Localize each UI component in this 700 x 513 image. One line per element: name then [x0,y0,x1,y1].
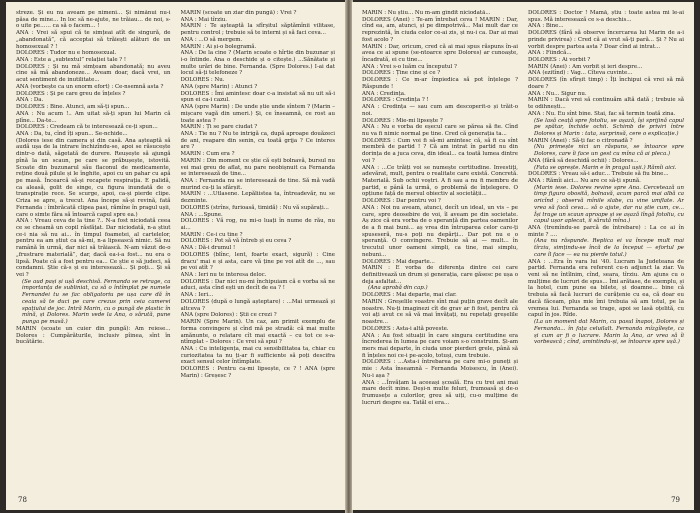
dialogue-paragraph: DOLORES : Vă rog, nu mi-o luați în nume de rău, nu ai... [180,218,335,231]
stage-direction: (Se aud pași și ușă deschisă. Fernanda se retrage, ca importanța de subliniat, ca să o întîmplat pe numele Fernandei tu se fac obligatoriu pe ușa care dă în ceaia să te duci pe care crezus prin ceia camerei spațiului de joc. Intră Marin, cu o pungă de plastic în mînă, și Dolores. Marin vede la Ana, o sărută, pune punga pe masă.) [22,278,171,326]
dialogue-paragraph: ANA : Nu... Sigur nu. [528,90,587,97]
dialogue-paragraph: ANA : Noi nu aveam, atunci, decît un ideal, un vis – pe care, spre deosebire de voi, îl aveam pe din societate. Aș zice că era vorba de o speranță din partea oamenilor de a fi mai buni... aș vrea din întruparea celor care-ți spuseseră, nu-s poți nu depărți... Dar pot nu e o speranță. O convingere. Trebuie să ai — mult... în trecutul unor oameni simpli, ca tine, mai simplu, nebuni... [362,204,518,258]
dialogue-paragraph: DOLORES : Pentru ca-mi lipsește, ce ? ! ANA (spre Marin) : Greșesc ? [180,366,335,379]
dialogue-paragraph: DOLORES : Îmi amintesc doar c-a insistat să nu uit să-i spun ei ca-i cazul. [180,90,335,104]
dialogue-paragraph: ANA : Dă-i drumul ! [180,245,236,252]
stage-direction: (Ana nu răspunde. Replica ei va începe mult mai tîrziu, simțindu-se încă de la început — efortul pe care îl face — ea nu pierde totul.) [534,238,684,258]
dialogue-paragraph: MARIN : Nu știu... Nu m-am gîndit niciodată... [362,10,491,16]
dialogue-paragraph: MARIN (scoate un cuier din pungă): Am reiese... Dolores : Cumpărăturile, inclusiv pîinea, sînt în bucătărie. [16,325,171,346]
dialogue-paragraph: streze. Și eu nu aveam pe nimeni... Și nimănui nu-i păsa de mine... In loc să ne-ajute, ne trăiau… de noi, s-o uite pe…… ca să o facem… ! [16,10,171,30]
dialogue-paragraph: ANA : De la cine ? (Marin scoate o hîrtie din buzunar și i-o întinde. Ana o deschide și o citește.) ...Sănătate și multe urări de bine. Fernanda. (Spre Dolores.) I-ai dat locul să-ți telefoneze ? [180,50,335,77]
dialogue-paragraph: ANA (spre Marin) : De unde știe unde sîntem ? (Marin – mișcare vagă din umeri.) Și, ce înseamnă, ce rost au toate astea ? [180,104,335,124]
dialogue-paragraph: ANA : Este a „subtextul” relației tale ? ! [16,57,127,64]
dialogue-paragraph: MARIN : Cum era ? [180,151,235,158]
dialogue-paragraph: ANA : ...O să mergem. [180,36,243,43]
dialogue-paragraph: ANA : Ieri... [180,292,214,299]
dialogue-paragraph: ANA : ...Învățam la aceeași școală. Era cu trei ani mai mare decît mine. Deși-n multe feluri, frumoasă și de-o frumusețe a culorilor, greu să uiți, cu-o mulțime de lucruri despre ea. Tatăl ei era... [362,379,518,406]
dialogue-paragraph: MARIN : Ai și-o bolegramă. [180,43,257,50]
dialogue-paragraph: ANA : ...Ce trăiți voi se numește certitudine. Investiți, adevărat, mult, pentru o realitate care există. Concretă. Materială. Sub ochii voștri. A fi sau a nu fi membru de partid, e până la urmă, o problemă de înțelegere. O opțiune față de mersul obiectiv al societății... [362,164,518,198]
dialogue-paragraph: ANA : Da, tu, cînd îți spun... Se-nchide... [16,130,128,137]
dialogue-paragraph: DOLORES (blînc, lent, foarte exact, sigură) : Cine dracu' mai e și asta, care vă ține pe voi atît de ..., sau pe voi atît ? [180,251,335,272]
dialogue-paragraph: ANA (spre Dolores) : Știi ce crezi ? [180,312,277,319]
dialogue-paragraph: ANA : Tie nu ? Nu te intrigă ca, după aproape douăzeci de ani, reapare din senin, cu toată grija ? Ce interes are ? [180,130,335,151]
dialogue-paragraph: DOLORES : Pot să vă întreb și eu ceva ? [180,238,292,245]
stage-direction: (La un moment dat Marin, cu pasul înapoi, Dolores și Fernanda... în fața celuilalt. Fernanda mîzgîlește, ca și cum ar fi o lucrare. Marin la Ana, ar vrea să îi vorbească ; cînd, amintindu-și, se întoarce spre ușă.) [534,319,684,346]
dialogue-paragraph: ANA : Da. [16,97,44,104]
dialogue-paragraph: ANA : Ieri nu te interesa deloc. [180,272,267,279]
stage-direction: (Fata se oprește. Marin e în pragul ușii.) Rămîi aici. [534,164,677,171]
dialogue-paragraph: DOLORES : Cum voi fi să-mi amintesc că, să fi ca sînt membră de partid ! ? Că am intrat în partid nu din dorința de a juca ceva, din ideal... ca toată lumea dintre voi ? [362,137,518,164]
dialogue-paragraph: DOLORES : Ține cine și ce ? [362,70,441,77]
right-page-column-1 [362,10,518,488]
dialogue-paragraph: MARIN : Te așteaptă la sfîrșitul săptămînii vilitase, pentru control ; trebuie să te interni și să faci ceva... [180,23,335,37]
dialogue-paragraph: MARIN : Greșelile voastre sînt mai puțin grave decît ale noastre. Nu-ți imaginezi cît de grav ar fi fost, pentru că voi ați avut ce să vă mai învățați, nu repetați greșelile noastre... [362,298,518,326]
dialogue-paragraph: DOLORES : Dar nici nu-mi închipuiam că e vorba să ne aduci, asta cînd ești un decît de ea ? ! [180,278,335,292]
stage-direction: (Ana aprobă din cap.) [368,285,428,292]
dialogue-paragraph: ANA : Bine... [528,23,564,30]
dialogue-paragraph: DOLORES (strîns, furioasă, timidă) : Nu vă supărați... [180,204,329,211]
dialogue-paragraph: ANA : Vreau ceva de la tine ?.. N-a fost niciodată ceea ce se cheamă un copil răsfățat. Dar niciodată, n-a știut ce-i nia să nu ai... în timpul foametei, al cartelelor, pentru ea am știut ca să-mi, n-a lipsească nimic. Să nu ramână în urmă, dar nici să trăiască. N-am văzut de-o „frustrare materială”, dar, dacă ea-i-a fost... nu era o lipsă. Poate că a fost pentru ea... Ce știe e să judeci, să condamni. Știe că-s și eu interesează... Și poți... Și să vei ? [16,218,171,279]
dialogue-paragraph: ANA : ...Era în vara lui '40. Lucram la Judeteana de partid. Fernanda era referent cu-n adjunct la ziar. Va veni să ne întîlnim, cînd, seara, tîrziu. Am ajuns cu o mulțime de lucruri de spus... Îmi arătase, de exemplu, și la hotel, cum pune ea bilete, și doamne... bine că trebuia să facă lucruri de curățenie cu ea, că doar eu dacă făceam, plus mie îmi trebuia să am totul, pe la vremea lui. Fernanda se trage, apoi se lasă oțelită, cu capul în jos. Rîde. [528,258,684,319]
dialogue-paragraph: MARIN : E vorba de diferența dintre cei care definitivează un drum și generația, care găsesc pe ușa o deja asfaltat... [362,265,518,285]
dialogue-paragraph: ANA : Au fost situații în care singura certitudine era încrederea în lumea pe care voiam s-o construim. Și-am mers mai departe, în ciuda unor pierderi grele, până să fi înțeles noi ce-i pe-acolo, totuși, cum trebuie. [362,332,518,359]
dialogue-paragraph: ANA (tremîndu-se parcă de întrebare) : La ce ai în minte ? .... [528,225,684,238]
dialogue-paragraph: ANA : Vrei să spui că te simțeai atît de singură, de „abandonată”, că acceptai să trăiești alături de un homosexual ? ! [16,30,171,50]
dialogue-paragraph: MARIN : Dacă vrei să continuăm altă dată ; trebuie să te odihnești... [528,97,684,111]
dialogue-paragraph: ANA : Nu. Eu sînt bine. Stai, fac să termin toată zina. [528,110,676,117]
dialogue-paragraph: MARIN : Ți se pare ciudat ? [180,124,258,131]
page-number-left: 78 [18,496,27,504]
dialogue-paragraph: DOLORES : Mai departe, mai clar. [362,292,457,299]
dialogue-paragraph: DOLORES (în sfîrșit timp) : Îți închipui că vrei să mă doare ? [528,77,684,90]
dialogue-paragraph: ANA : Nu acum !.. Am uitat să-ți spun lui Marin că plîne... Da-te... [16,110,171,124]
dialogue-paragraph: DOLORES (după o lungă așteptare) : ...Mai urmează și altceva ? [180,298,335,312]
dialogue-paragraph: MARIN (Anei) : Am vorbit și ieri despre... [528,63,643,70]
stage-direction: (Marin iese. Dolores revine spre Ana. Cercetează un timp figura obosită, bolnavă, acum parcă mai albă ca oricînd ; observă mînile slabe, cu vine umflate. Ar vrea să facă ceva... să o ajute, dar nu știe cum, ce... Își trage un scaun aproape și se așază lîngă fotoliu, cu capul ușor aplecat, îi sărută mîna.) [534,184,684,225]
dialogue-paragraph: DOLORES : Asta-i altă poveste. [362,325,449,332]
dialogue-paragraph: DOLORES : Și pe care greu de înțeles ? [16,90,126,97]
dialogue-paragraph: DOLORES : Bine. Atunci, am să-ți spun... [16,104,130,111]
dialogue-paragraph: DOLORES : Doctor ! Mamă, știu : toate astea mi le-ai spus. Mă interesează ce s-a deschis... [528,10,684,23]
dialogue-paragraph: DOLORES : Vreau să-i aduc... Trebuie să fiu bine... [528,171,669,178]
dialogue-paragraph: DOLORES : Credința ? ! [362,97,429,104]
right-page [352,2,694,510]
dialogue-paragraph: MARIN (Spre Marin). Un caz, am primit exemplu de forma convingere și cînd mă pe stradă: că mai multe amănunte, o relatare cît mai exactă – cu tot ce s-a-ntîmplat – Dolores : Ce vrei să spui ? [180,319,335,346]
dialogue-paragraph: MARIN (scoate un ziar din pungă) : Vrei ? [180,10,297,16]
stage-direction: (Se lasă ceață spre fotoliu, se așază, își sprijină capul pe spătar, închide ochii. Schimb de priviri între Dolores și Marin : tata, surprinsă, cere o explicație.) [534,117,684,137]
dialogue-paragraph: DOLORES : Nu. [180,77,225,84]
stage-direction: (Nu primește nici un răspuns, se întoarce spre Dolores, care îi face un gest cu mîna că ai pleca.) [534,144,684,158]
dialogue-paragraph: DOLORES : Ai vorbit ? [528,57,591,64]
dialogue-paragraph: DOLORES : Mie-mi lipsește ? [362,117,443,124]
dialogue-paragraph: DOLORES : Și nu mă simțeam abandonată; nu aveu cine să mă abandoneze... Aveam doar, dacă vrei, un acut sentiment de inutilitate... [16,63,171,84]
dialogue-paragraph: ANA (spre Marin) : Atunci ? [180,83,258,90]
dialogue-paragraph: ANA (fără să deschidă ochii) : Dolores... [528,157,639,164]
dialogue-paragraph: ANA : Mai tîrziu. [180,16,228,23]
dialogue-paragraph: ANA : Credința. [362,90,406,97]
left-page-column-1 [16,10,171,488]
right-page-column-2 [528,10,684,488]
dialogue-paragraph: DOLORES : Dar pentru voi ? [362,198,441,205]
dialogue-paragraph: MARIN : ...Utlasene. Lepăliistea ta, întreadevăr, nu se dezminte. [180,191,335,205]
dialogue-paragraph: DOLORES : Tudor nu e homosexual. [16,50,117,57]
dialogue-paragraph: ANA : ...Spune. [180,211,223,218]
dialogue-paragraph: ANA : Nu e vorba de eșecul care se părea să fie. Cînd nu va fi nimic normal pe tine. Cred că generația ta... [362,124,518,137]
page-number-right: 79 [671,496,680,504]
left-page-column-2 [181,10,336,488]
dialogue-paragraph: ANA (ezitînd) : Vag... Cîteva cuvinte... [528,70,633,77]
dialogue-paragraph: MARIN : Din moment ce știe că ești bolnavă, bursul nu vei mai greu de aflat, nu pare neobișnuit ca Fernanda se interesează de tine... [180,157,335,178]
dialogue-paragraph: ANA (vorbește ca un enorm efort) : Ce-nsemnă asta ? [16,83,164,90]
dialogue-paragraph: (Dolores iese din camera și din casă. Ana așteaptă să audă ușa de la intrare închizîndu-se, apoi se răsucește dintr-o dată, săgetată de durere. Reușește să ajungă pînă la un scaun, pe care se prăbușește, istovită. Scoate din buzunarul său flaconul de medicamente, reține două pilule și le înghite, apoi cu un pahar cu apă pe masă. Încearcă să-și recapete respirația. E palidă, ca aleasă, golit de singe, cu figura inundată de o transpirație rece. Se scurge, apoi, ca-și pierde clipe. Criza se apre, a trecut. Ana începe să-și revină, fată Fernanda : îmbrăcată clipea pasi, rămîne în pragul ușii, care o simte făra să întoarcă capul spre ea.) [16,137,171,218]
dialogue-paragraph: ANA : Credința — sau cum am descoperit-o și trăit-o noi. [362,104,518,117]
dialogue-paragraph: ANA : Fernanda nu se interesează de tine. Să mă vadă murind cu-ți la sfârșit. [180,177,335,191]
dialogue-paragraph: MARIN (Anei) : Să-ți fac o citronadă ? [528,137,633,144]
dialogue-paragraph: DOLORES : ...Asta-i întrebarea pe care mi-o puneți și mie : Asta înseamnă – Fernanda Moisescu, în (Anei). Nu-i așa ? [362,359,518,379]
dialogue-paragraph: ANA : Vrei s-o luăm cu începutul ? [362,63,457,70]
dialogue-paragraph: MARIN : Ce-i cu tine ? [180,231,243,238]
dialogue-paragraph: MARIN : Dar, oricum, cred că ai mai spus răspuns în-ai avea ce ai spune (se-ntoarce spre Dolores) ar cunoaște, încadrată, ei cu tine... [362,43,518,64]
dialogue-paragraph: DOLORES : Mai departe... [362,258,435,265]
dialogue-paragraph: DOLORES : Credeam că te interesează ce-ți spun... [16,124,158,131]
dialogue-paragraph: DOLORES (fără să observe încercarea lui Marin de a-i prinde privirea) : Cred că ai vrut să-ți pară... Și ? Nu ai vorbit despre partea asta ? Doar cînd ai intrat... [528,30,684,50]
dialogue-paragraph: ANA : Rămîi aici... Nu are ce să-ți spună. [528,177,641,184]
left-page [6,2,346,510]
dialogue-paragraph: DOLORES (Anei) : Te-am întrebat ceva ! MARIN : Dar, cînd ea, am, atunci, și pe dimpotrivă... Mai mult dar ce reprezintă, în ciuda celor ce-ai zis, și nu-i ca. Dar ai mai fost acolo ? [362,16,518,43]
dialogue-paragraph: DOLORES : Ce m-ar împiedica să pot înțelege ? Răspunde ! [362,77,518,90]
dialogue-paragraph: ANA : Cu inteligența, mai cu sensibilitatea ta, chiar cu curiozitatea ta nu ți-ar fi sufficiente să poți descifra exact sensul celor întîmplate. [180,345,335,366]
dialogue-paragraph: ANA : Fiindcă... [528,50,572,57]
